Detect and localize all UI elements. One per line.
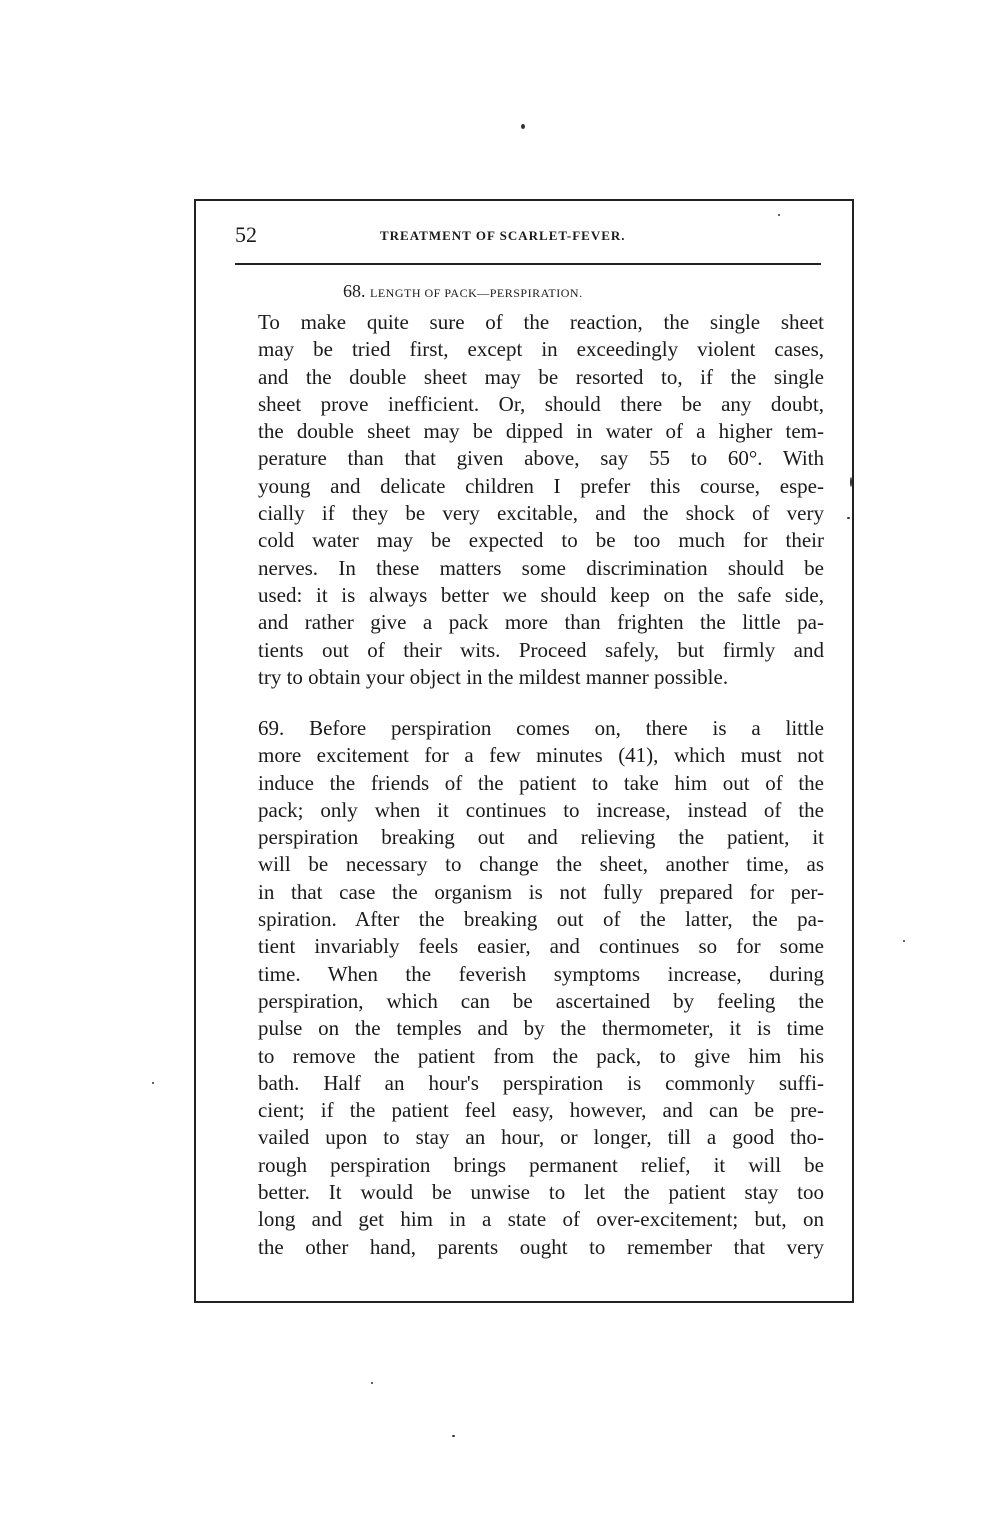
text-line: bath. Half an hour's perspiration is commonly suffi- [258,1070,824,1095]
text-line: young and delicate children I prefer this course, espe- [258,473,824,498]
text-line: will be necessary to change the sheet, another time, as [258,852,824,877]
text-line: in that case the organism is not fully prepared for per- [258,879,824,904]
scan-speck [371,1382,373,1384]
scan-speck [521,124,525,129]
text-line: may be tried first, except in exceedingly violent cases, [258,337,824,362]
running-head: TREATMENT OF SCARLET-FEVER. [380,228,626,243]
header-rule [235,263,821,265]
text-line: induce the friends of the patient to take him out of the [258,770,824,795]
text-line: pulse on the temples and by the thermometer, it is time [258,1016,824,1041]
text-line: rough perspiration brings permanent relief, it will be [258,1152,824,1177]
section-heading [343,281,583,302]
text-line: and rather give a pack more than frighten the little pa- [258,610,824,635]
text-line: vailed upon to stay an hour, or longer, till a good tho- [258,1125,824,1150]
scan-speck [778,214,780,216]
text-line: perature than that given above, say 55 to 60°. With [258,446,824,471]
text-line: cold water may be expected to be too much for their [258,528,824,553]
text-line: and the double sheet may be resorted to, if the single [258,364,824,389]
text-line: more excitement for a few minutes (41), which must not [258,743,824,768]
text-line: the other hand, parents ought to remember that very [258,1234,824,1259]
text-line: time. When the feverish symptoms increase, during [258,961,824,986]
text-line: try to obtain your object in the mildest manner possible. [258,664,729,689]
scan-speck [847,517,850,519]
text-line: nerves. In these matters some discrimination should be [258,555,824,580]
text-line: To make quite sure of the reaction, the single sheet [258,310,824,334]
text-line: cially if they be very excitable, and the shock of very [258,501,824,526]
text-line: to remove the patient from the pack, to give him his [258,1043,824,1068]
scan-speck [452,1435,455,1437]
paragraph-68 [232,309,824,691]
section-title: LENGTH OF PACK—PERSPIRATION. [370,286,583,300]
scan-speck [903,940,905,942]
paragraph-69 [232,715,824,1261]
text-line: sheet prove inefficient. Or, should there be any doubt, [258,391,824,416]
text-line: better. It would be unwise to let the patient stay too [258,1180,824,1205]
text-line: 69. Before perspiration comes on, there is a little [258,716,824,740]
text-line: perspiration, which can be ascertained by feeling the [258,988,824,1013]
text-line: long and get him in a state of over-excitement; but, on [258,1207,824,1232]
scan-speck [850,477,852,487]
text-line: pack; only when it continues to increase, instead of the [258,797,824,822]
text-line: tients out of their wits. Proceed safely, but firmly and [258,637,824,662]
text-line: spiration. After the breaking out of the latter, the pa- [258,907,824,932]
text-line: the double sheet may be dipped in water of a higher tem- [258,419,824,444]
page-number: 52 [235,222,257,247]
text-line: tient invariably feels easier, and continues so for some [258,934,824,959]
scan-speck [152,1082,154,1084]
text-line: cient; if the patient feel easy, however, and can be pre- [258,1098,824,1123]
text-line: used: it is always better we should keep on the safe side, [258,582,824,607]
section-number: 68. [343,281,366,301]
text-line: perspiration breaking out and relieving the patient, it [258,825,824,850]
